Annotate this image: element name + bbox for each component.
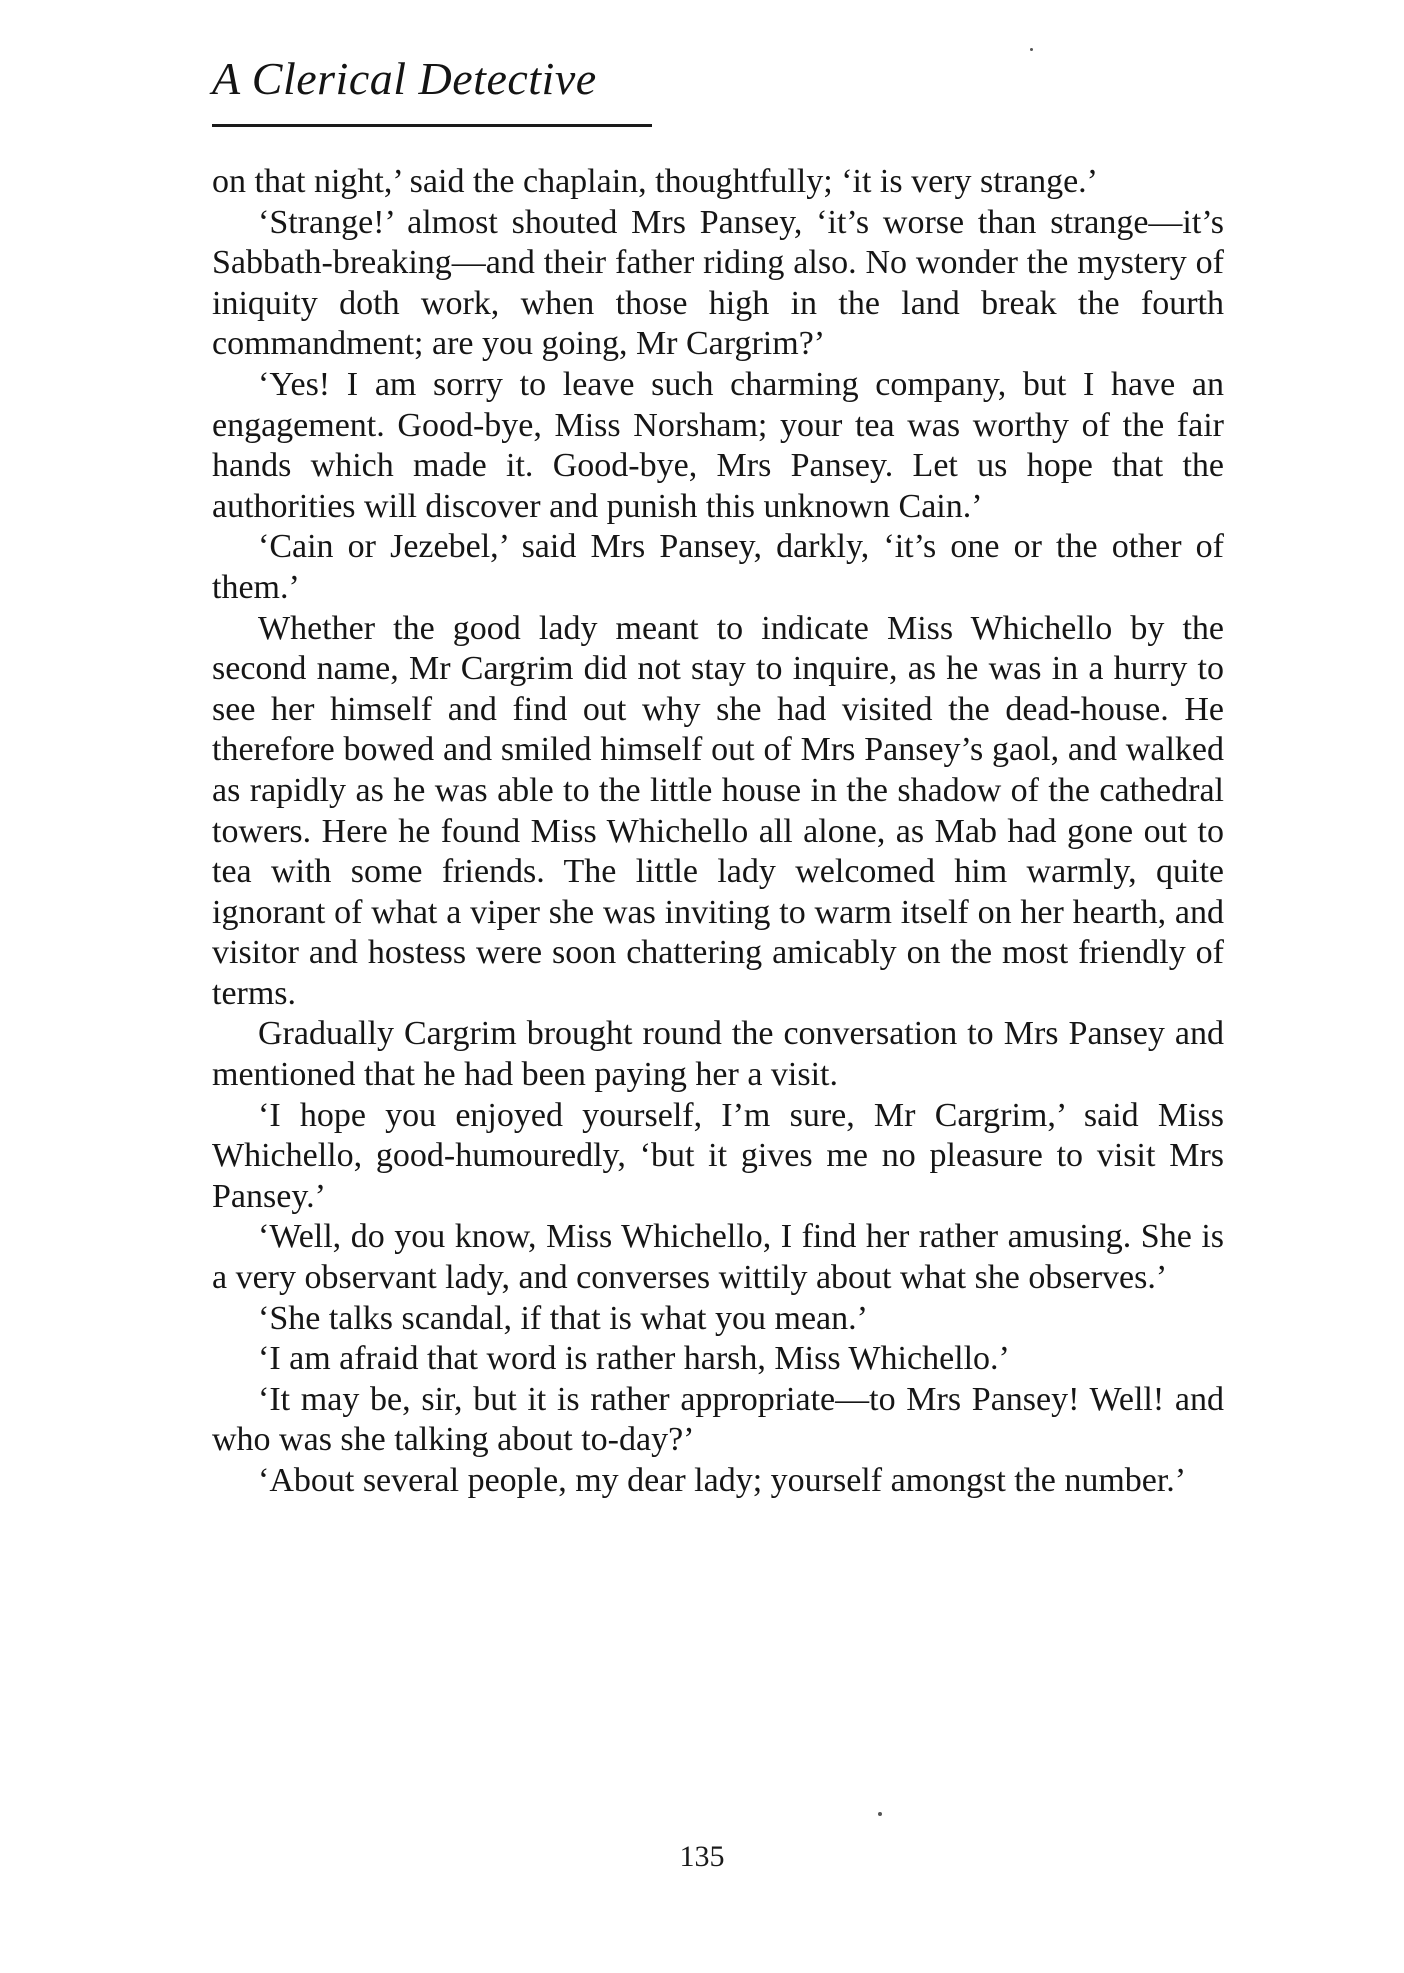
paragraph: ‘Strange!’ almost shouted Mrs Pansey, ‘it’s worse than strange—it’s Sabbath-breaking—and their father riding also. No wonder the mystery of iniquity doth work, when those high in the land break the fourth commandment; are you going, Mr Cargrim?’ bbox=[212, 203, 1224, 363]
paragraph: Gradually Cargrim brought round the conversation to Mrs Pansey and mentioned that he had been paying her a visit. bbox=[212, 1015, 1224, 1094]
paragraph: ‘Cain or Jezebel,’ said Mrs Pansey, darkly, ‘it’s one or the other of them.’ bbox=[212, 528, 1224, 606]
paragraph: ‘It may be, sir, but it is rather appropriate—to Mrs Pansey! Well! and who was she talking about to-day?’ bbox=[212, 1380, 1224, 1459]
paragraph: ‘I hope you enjoyed yourself, I’m sure, Mr Cargrim,’ said Miss Whichello, good-humouredly, ‘but it gives me no pleasure to visit Mrs Pansey.’ bbox=[212, 1096, 1224, 1215]
paragraph: ‘She talks scandal, if that is what you mean.’ bbox=[258, 1299, 868, 1337]
paragraph: ‘About several people, my dear lady; yourself amongst the number.’ bbox=[258, 1462, 1187, 1499]
scan-speck bbox=[1030, 48, 1033, 51]
paragraph: ‘I am afraid that word is rather harsh, Miss Whichello.’ bbox=[258, 1340, 1010, 1378]
body-text bbox=[212, 162, 1224, 1502]
paragraph: ‘Well, do you know, Miss Whichello, I find her rather amusing. She is a very observant lady, and converses wittily about what she observes.’ bbox=[212, 1218, 1224, 1297]
running-head: A Clerical Detective bbox=[212, 53, 597, 104]
header-rule bbox=[212, 124, 652, 127]
paragraph: Whether the good lady meant to indicate Miss Whichello by the second name, Mr Cargrim did not stay to inquire, as he was in a hurry to see her himself and find out why she had visited the dead-house. He therefore bowed and smiled himself out of Mrs Pansey’s gaol, and walked as rapidly as he was able to the little house in the shadow of the cathedral towers. Here he found Miss Whichello all alone, as Mab had gone out to tea with some friends. The little lady welcomed him warmly, quite ignorant of what a viper she was inviting to warm itself on her hearth, and visitor and hostess were soon chattering amicably on the most friendly of terms. bbox=[212, 609, 1224, 1012]
paragraph: on that night,’ said the chaplain, thoughtfully; ‘it is very strange.’ bbox=[212, 163, 1099, 200]
scan-speck bbox=[878, 1812, 882, 1816]
page-number: 135 bbox=[679, 1840, 725, 1873]
paragraph: ‘Yes! I am sorry to leave such charming company, but I have an engagement. Good-bye, Miss Norsham; your tea was worthy of the fair hands which made it. Good-bye, Mrs Pansey. Let us hope that the authorities will discover and punish this unknown Cain.’ bbox=[212, 365, 1224, 525]
